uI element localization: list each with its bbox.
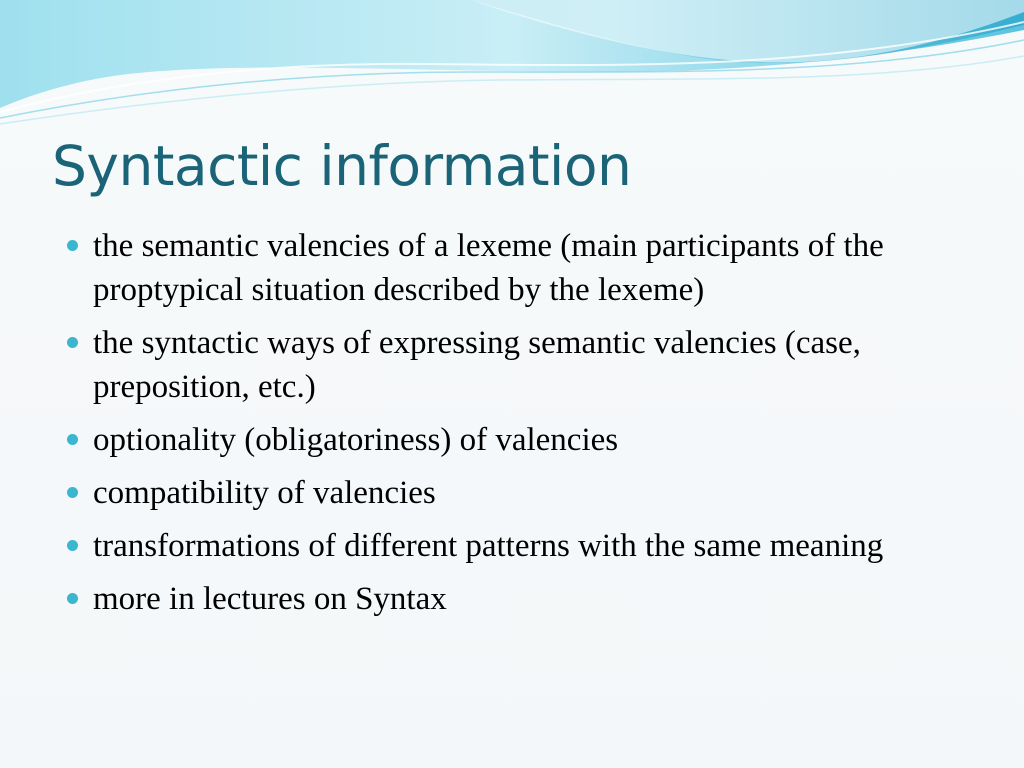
bullet-item — [64, 524, 964, 568]
bullet-text: more in lectures on Syntax — [93, 581, 447, 617]
bullet-item — [64, 321, 964, 409]
bullet-dot-icon — [67, 240, 78, 251]
bullet-item — [64, 418, 964, 462]
bullet-text: the semantic valencies of a lexeme (main participants of the proptypical situation described by the lexeme) — [93, 228, 884, 308]
bullet-item — [64, 577, 964, 621]
bullet-text: the syntactic ways of expressing semantic valencies (case, preposition, etc.) — [93, 325, 861, 405]
bullet-text: optionality (obligatoriness) of valencies — [93, 422, 619, 458]
bullet-item — [64, 471, 964, 515]
bullet-text: transformations of different patterns with the same meaning — [93, 528, 884, 564]
slide-title: Syntactic information — [52, 134, 632, 198]
bullet-dot-icon — [67, 593, 78, 604]
bullet-dot-icon — [67, 337, 78, 348]
bullet-text: compatibility of valencies — [93, 475, 436, 511]
bullet-dot-icon — [67, 487, 78, 498]
bullet-dot-icon — [67, 540, 78, 551]
header-wave-decoration — [0, 0, 1024, 130]
bullet-item — [64, 224, 964, 312]
bullet-list — [64, 224, 964, 630]
bullet-dot-icon — [67, 434, 78, 445]
